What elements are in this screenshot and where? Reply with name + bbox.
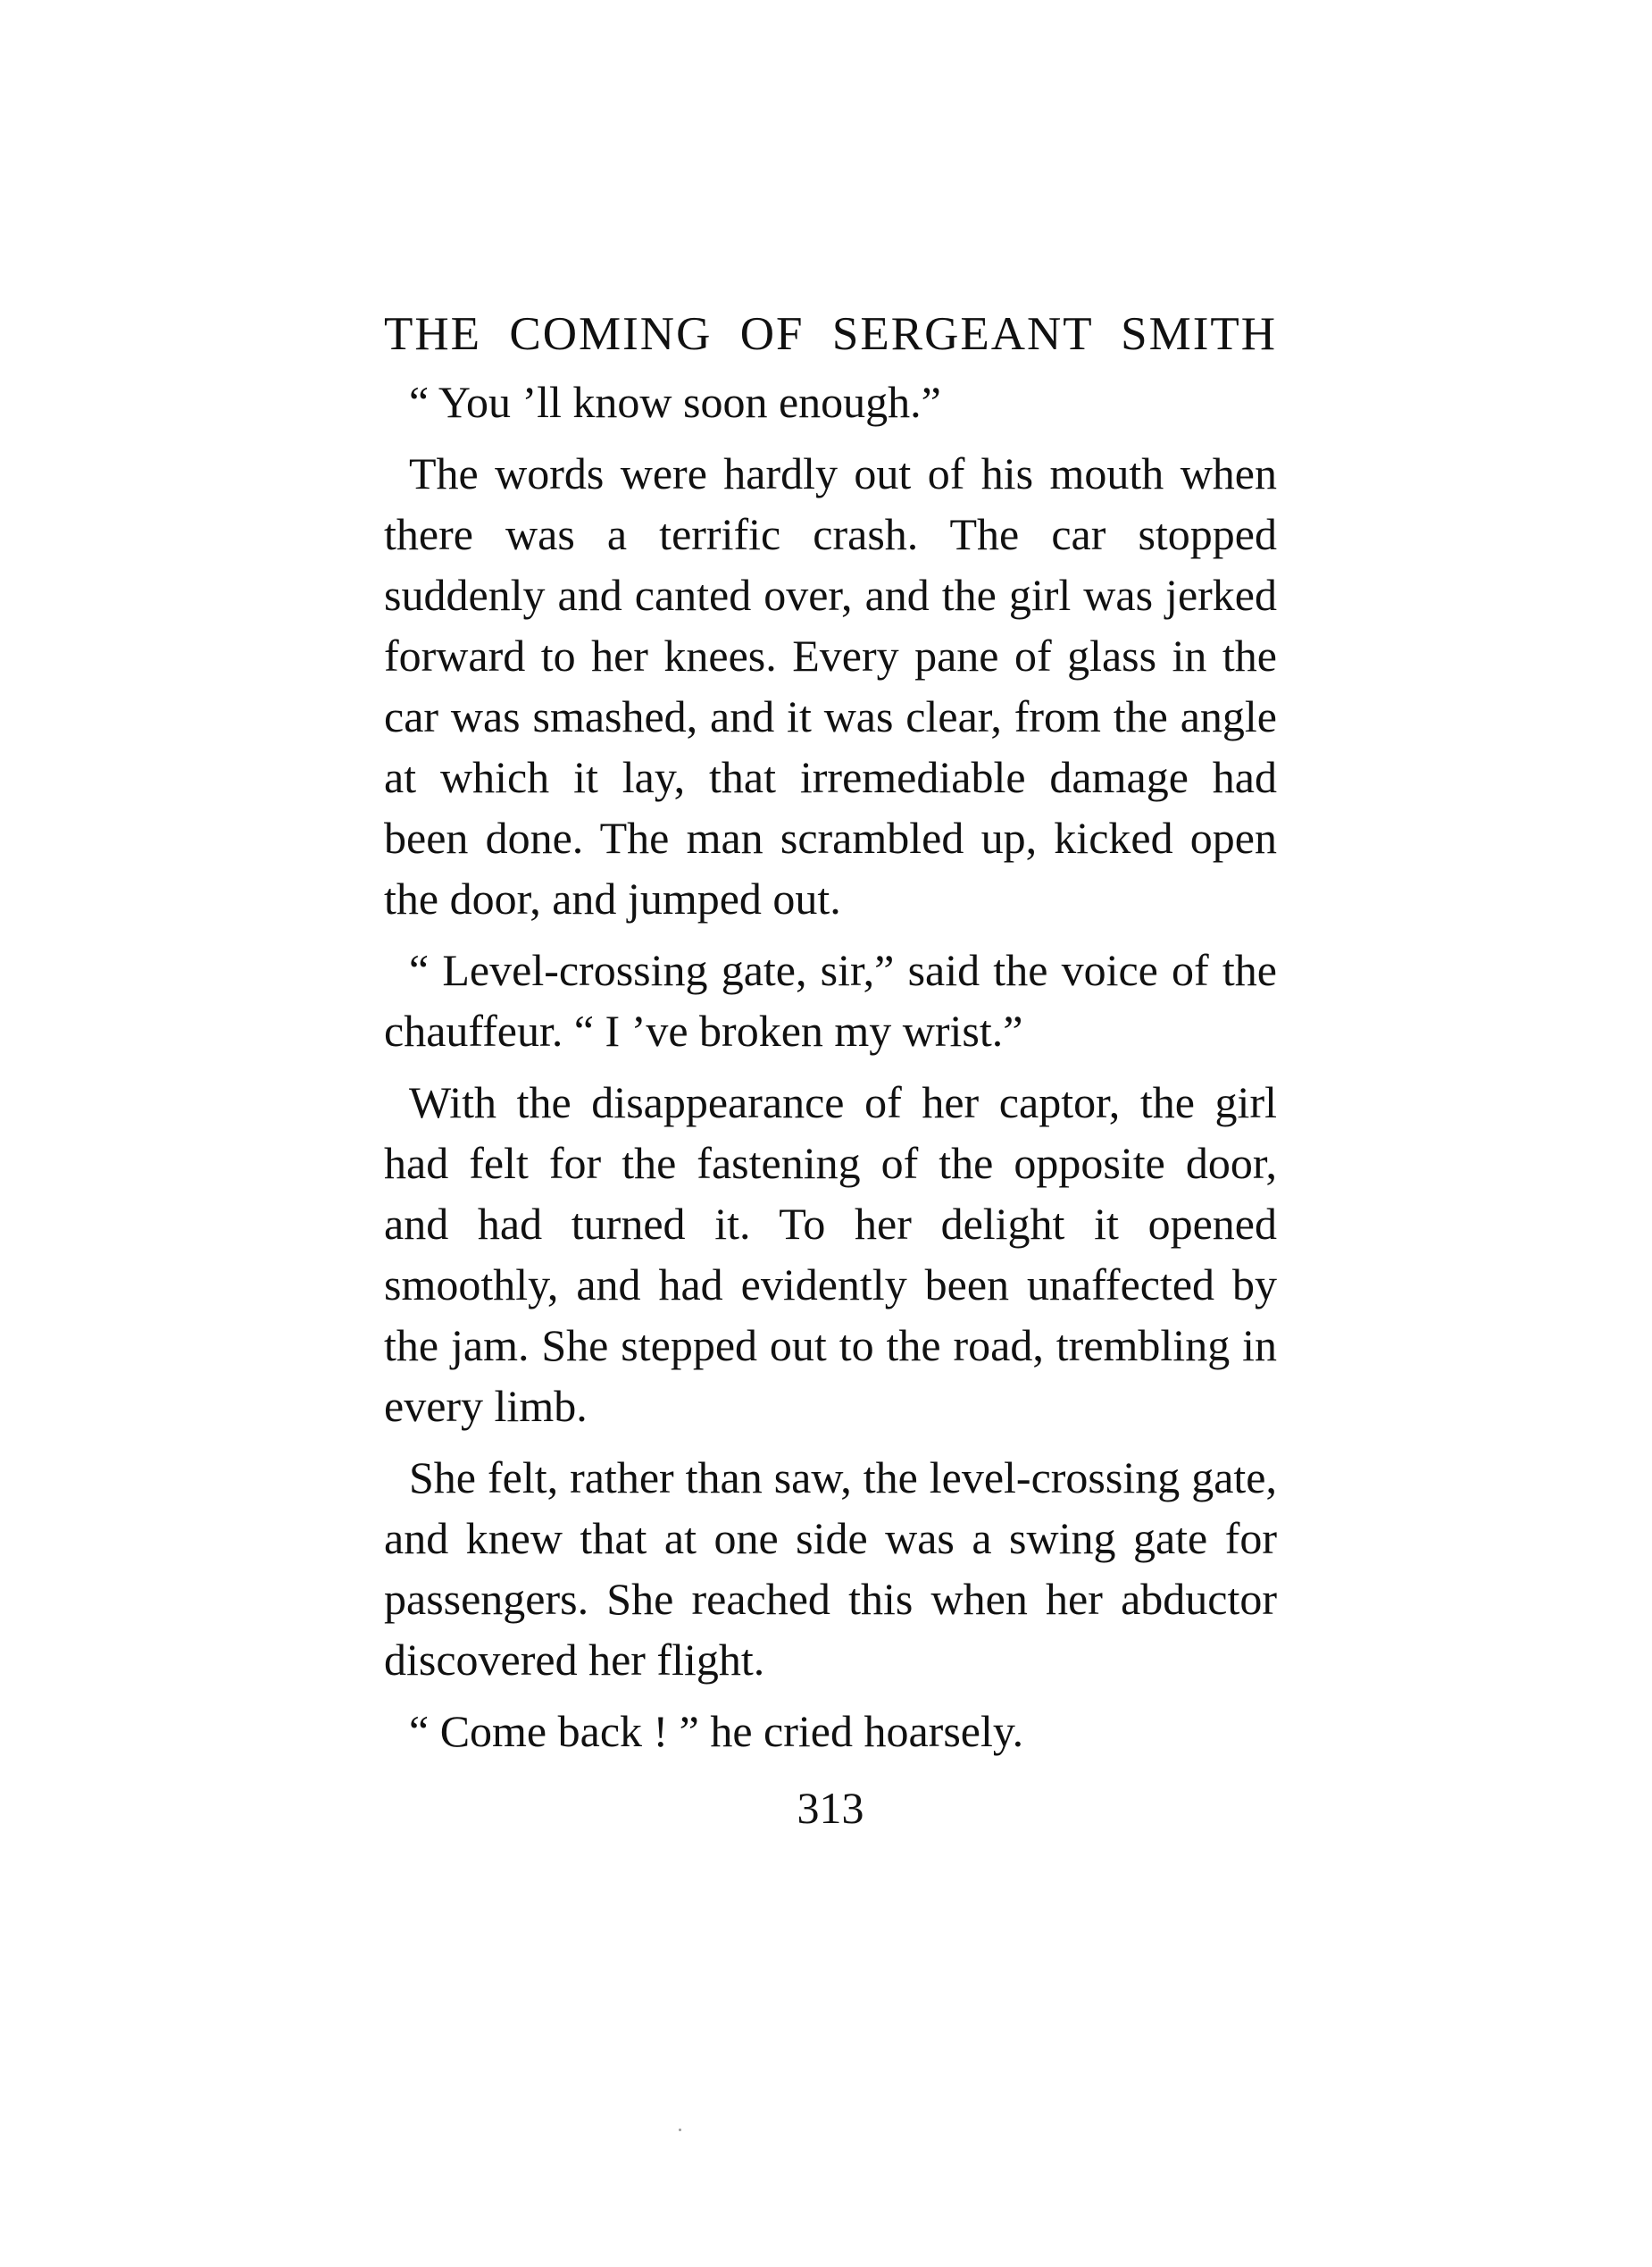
text-block <box>384 304 1277 1772</box>
running-head: THE COMING OF SERGEANT SMITH <box>384 308 1277 360</box>
paragraph-1: “ You ’ll know soon enough.” <box>409 377 941 427</box>
paragraph-4: With the disappearance of her captor, the girl had felt for the fastening of the opposite door, and had turned it. To her delight it opened smoothly, and had evidently been unaffected by the jam. She stepped out to the road, trembling in every limb. <box>384 1077 1277 1431</box>
page-number: 313 <box>797 1783 864 1833</box>
paragraph-2: The words were hardly out of his mouth when there was a terrific crash. The car stopped suddenly and canted over, and the girl was jerked forward to her knees. Every pane of glass in the car was smashed, and it was clear, from the angle at which it lay, that irremediable damage had been done. The man scrambled up, kicked open the door, and jumped out. <box>384 448 1277 924</box>
paragraph-3: “ Level-crossing gate, sir,” said the voice of the chauffeur. “ I ’ve broken my wrist.” <box>384 945 1277 1056</box>
paper-speck <box>679 2129 681 2131</box>
paragraph-5: She felt, rather than saw, the level-crossing gate, and knew that at one side was a swing gate for passengers. She reached this when her abductor discovered her flight. <box>384 1452 1277 1685</box>
paragraph-6: “ Come back ! ” he cried hoarsely. <box>409 1706 1024 1756</box>
